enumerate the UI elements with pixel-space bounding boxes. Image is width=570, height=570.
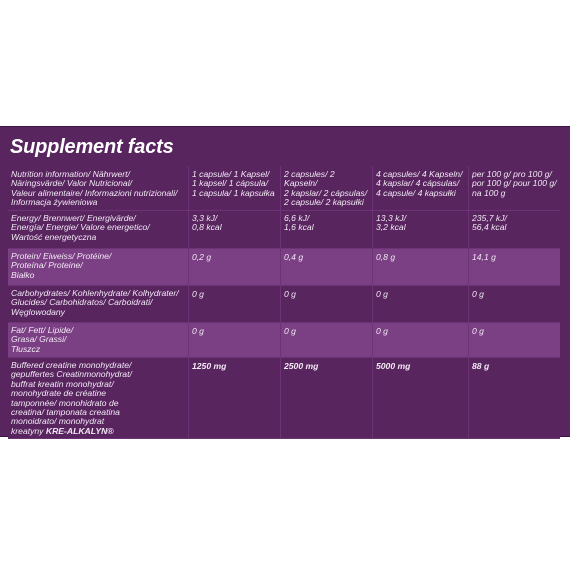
- header-col-4-capsules: 4 capsules/ 4 Kapseln/ 4 kapslar/ 4 cápsulas/ 4 capsule/ 4 kapsułki: [373, 166, 469, 210]
- cell-value: 0 g: [373, 286, 469, 322]
- header-col-per-100g: per 100 g/ pro 100 g/ por 100 g/ pour 100 g/ na 100 g: [472, 169, 557, 198]
- table-header-row: [8, 166, 560, 211]
- row-label: [8, 358, 189, 438]
- row-label: Energy/ Brennwert/ Energivärde/ Energía/ Energie/ Valore energetico/ Wartość energetyczna: [8, 211, 189, 248]
- cell-value: 0 g: [281, 286, 373, 322]
- cell-value: 0 g: [472, 326, 484, 336]
- table-row-energy: [8, 211, 560, 249]
- cell-value: 2500 mg: [281, 358, 373, 438]
- cell-value: 235,7 kJ/ 56,4 kcal: [472, 213, 507, 233]
- cell-value: 0,2 g: [189, 249, 281, 285]
- row-label: Protein/ Eiweiss/ Protéine/ Proteína/ Proteine/ Białko: [8, 249, 189, 285]
- cell-value: 0 g: [189, 286, 281, 322]
- table-row-protein: [8, 249, 560, 286]
- table-row-creatine: [8, 358, 560, 439]
- cell-value: 1250 mg: [189, 358, 281, 438]
- cell-value: 0 g: [281, 323, 373, 357]
- cell-value: 0,8 g: [373, 249, 469, 285]
- table-row-carbohydrates: [8, 286, 560, 323]
- cell-value: 13,3 kJ/ 3,2 kcal: [373, 211, 469, 248]
- cell-value: 88 g: [472, 361, 490, 371]
- header-label: Nutrition information/ Nährwert/ Näringsvärde/ Valor Nutricional/ Valeur alimentaire/ Informazioni nutrizionali/ Informacja żywieniowa: [8, 166, 189, 210]
- cell-value: 6,6 kJ/ 1,6 kcal: [281, 211, 373, 248]
- cell-value: 3,3 kJ/ 0,8 kcal: [189, 211, 281, 248]
- cell-value: 5000 mg: [373, 358, 469, 438]
- creatine-label: Buffered creatine monohydrate/ gepuffertes Creatinmonohydrat/ buffrat kreatin monohydrat/ monohydrate de créatine tamponnée/ monohidrato de creatina/ tamponata creatina monoidrato/ monohydrat kreatyny: [11, 360, 132, 436]
- row-label: Carbohydrates/ Kohlenhydrate/ Kolhydrater/ Glucides/ Carbohidratos/ Carboidrati/ Węglowodany: [8, 286, 189, 322]
- header-col-1-capsule: 1 capsule/ 1 Kapsel/ 1 kapsel/ 1 cápsula/ 1 capsula/ 1 kapsułka: [189, 166, 281, 210]
- cell-value: 0,4 g: [281, 249, 373, 285]
- cell-value: 0 g: [472, 289, 484, 299]
- table-row-fat: [8, 323, 560, 358]
- row-label: Fat/ Fett/ Lipide/ Grasa/ Grassi/ Tłuszcz: [8, 323, 189, 357]
- cell-value: 0 g: [189, 323, 281, 357]
- cell-value: 0 g: [373, 323, 469, 357]
- brand-name: KRE-ALKALYN®: [45, 425, 114, 436]
- supplement-facts-table: [8, 166, 560, 439]
- page-title: Supplement facts: [10, 136, 174, 158]
- cell-value: 14,1 g: [472, 252, 496, 262]
- header-col-2-capsules: 2 capsules/ 2 Kapseln/ 2 kapslar/ 2 cápsulas/ 2 capsule/ 2 kapsułki: [281, 166, 373, 210]
